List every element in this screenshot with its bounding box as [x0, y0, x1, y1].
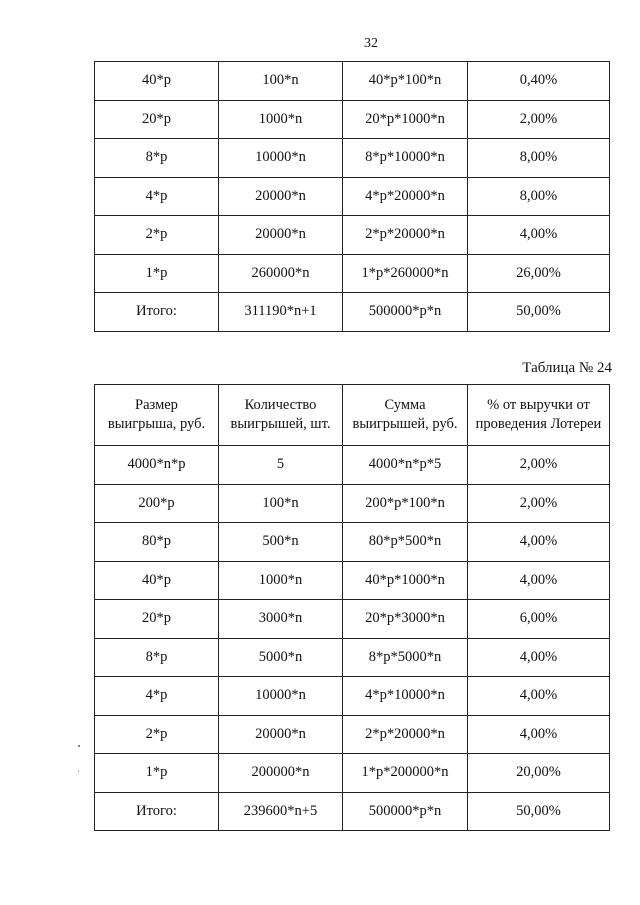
cell-prize-size: 2*р — [95, 216, 219, 255]
cell-prize-count: 5 — [219, 446, 343, 485]
scan-speck — [78, 770, 79, 772]
cell-prize-sum: 500000*р*n — [343, 293, 468, 332]
cell-prize-count: 3000*n — [219, 600, 343, 639]
cell-prize-sum: 1*р*200000*n — [343, 754, 468, 793]
cell-revenue-percent: 20,00% — [468, 754, 610, 793]
header-line: Количество — [244, 397, 317, 413]
cell-revenue-percent: 6,00% — [468, 600, 610, 639]
table-row — [95, 484, 610, 523]
cell-revenue-percent: 4,00% — [468, 523, 610, 562]
cell-prize-size: 20*р — [95, 600, 219, 639]
cell-revenue-percent: 26,00% — [468, 254, 610, 293]
header-prize-sum — [343, 385, 468, 446]
cell-prize-count: 100*n — [219, 62, 343, 101]
header-line: выигрышей, руб. — [352, 416, 458, 432]
cell-revenue-percent: 8,00% — [468, 139, 610, 178]
table-row — [95, 139, 610, 178]
cell-revenue-percent: 4,00% — [468, 638, 610, 677]
cell-prize-sum: 20*р*1000*n — [343, 100, 468, 139]
table-header — [95, 385, 610, 446]
cell-revenue-percent: 8,00% — [468, 177, 610, 216]
table-row — [95, 523, 610, 562]
cell-prize-count: 10000*n — [219, 677, 343, 716]
cell-prize-count: 200000*n — [219, 754, 343, 793]
cell-revenue-percent: 4,00% — [468, 216, 610, 255]
header-row — [95, 385, 610, 446]
cell-revenue-percent: 2,00% — [468, 446, 610, 485]
header-line: % от выручки от — [487, 397, 590, 413]
cell-prize-size: 2*р — [95, 715, 219, 754]
table-row — [95, 293, 610, 332]
cell-prize-count: 5000*n — [219, 638, 343, 677]
table-row — [95, 600, 610, 639]
cell-prize-sum: 80*р*500*n — [343, 523, 468, 562]
table-row — [95, 638, 610, 677]
table-row — [95, 446, 610, 485]
cell-prize-count: 311190*n+1 — [219, 293, 343, 332]
cell-prize-size: 40*р — [95, 561, 219, 600]
scan-speck — [78, 745, 80, 747]
table-body — [95, 62, 610, 332]
table-row — [95, 100, 610, 139]
header-line: Сумма — [384, 397, 426, 413]
cell-prize-size: 80*р — [95, 523, 219, 562]
table-row — [95, 62, 610, 101]
cell-revenue-percent: 50,00% — [468, 792, 610, 831]
table-row — [95, 216, 610, 255]
table-row — [95, 561, 610, 600]
cell-prize-sum: 4*р*10000*n — [343, 677, 468, 716]
table-row — [95, 177, 610, 216]
table-row — [95, 792, 610, 831]
cell-revenue-percent: 2,00% — [468, 484, 610, 523]
cell-prize-count: 239600*n+5 — [219, 792, 343, 831]
cell-prize-count: 1000*n — [219, 100, 343, 139]
cell-prize-count: 10000*n — [219, 139, 343, 178]
cell-revenue-percent: 2,00% — [468, 100, 610, 139]
cell-prize-size: 20*р — [95, 100, 219, 139]
cell-revenue-percent: 0,40% — [468, 62, 610, 101]
header-revenue-percent — [468, 385, 610, 446]
header-prize-count — [219, 385, 343, 446]
cell-prize-size: 8*р — [95, 638, 219, 677]
cell-prize-sum: 40*р*1000*n — [343, 561, 468, 600]
cell-prize-sum: 20*р*3000*n — [343, 600, 468, 639]
cell-prize-size: 200*р — [95, 484, 219, 523]
cell-prize-sum: 4000*n*р*5 — [343, 446, 468, 485]
cell-revenue-percent: 4,00% — [468, 715, 610, 754]
cell-prize-sum: 8*р*5000*n — [343, 638, 468, 677]
table-row — [95, 677, 610, 716]
header-line: выигрышей, шт. — [230, 416, 331, 432]
header-line: проведения Лотереи — [475, 416, 602, 432]
cell-revenue-percent: 4,00% — [468, 561, 610, 600]
cell-prize-sum: 40*р*100*n — [343, 62, 468, 101]
cell-prize-size: 4*р — [95, 677, 219, 716]
cell-prize-count: 500*n — [219, 523, 343, 562]
cell-prize-count: 100*n — [219, 484, 343, 523]
table-row — [95, 254, 610, 293]
cell-prize-sum: 500000*р*n — [343, 792, 468, 831]
cell-prize-size: 1*р — [95, 754, 219, 793]
cell-prize-sum: 1*р*260000*n — [343, 254, 468, 293]
cell-prize-size: Итого: — [95, 792, 219, 831]
table-body — [95, 446, 610, 831]
cell-prize-count: 20000*n — [219, 715, 343, 754]
cell-prize-size: 4000*n*р — [95, 446, 219, 485]
cell-prize-sum: 2*р*20000*n — [343, 715, 468, 754]
cell-prize-sum: 4*р*20000*n — [343, 177, 468, 216]
header-line: выигрыша, руб. — [107, 416, 206, 432]
cell-prize-count: 260000*n — [219, 254, 343, 293]
cell-prize-sum: 8*р*10000*n — [343, 139, 468, 178]
prize-table-24 — [94, 384, 610, 831]
cell-prize-size: 8*р — [95, 139, 219, 178]
cell-prize-count: 20000*n — [219, 177, 343, 216]
cell-revenue-percent: 4,00% — [468, 677, 610, 716]
cell-prize-sum: 200*р*100*n — [343, 484, 468, 523]
table-row — [95, 754, 610, 793]
header-prize-size — [95, 385, 219, 446]
cell-prize-sum: 2*р*20000*n — [343, 216, 468, 255]
cell-revenue-percent: 50,00% — [468, 293, 610, 332]
cell-prize-count: 1000*n — [219, 561, 343, 600]
header-line: Размер — [135, 397, 178, 413]
cell-prize-count: 20000*n — [219, 216, 343, 255]
table-row — [95, 715, 610, 754]
cell-prize-size: Итого: — [95, 293, 219, 332]
page-number: 32 — [364, 36, 378, 51]
cell-prize-size: 4*р — [95, 177, 219, 216]
prize-table-continued — [94, 61, 610, 332]
cell-prize-size: 40*р — [95, 62, 219, 101]
table-caption: Таблица № 24 — [522, 360, 612, 376]
cell-prize-size: 1*р — [95, 254, 219, 293]
